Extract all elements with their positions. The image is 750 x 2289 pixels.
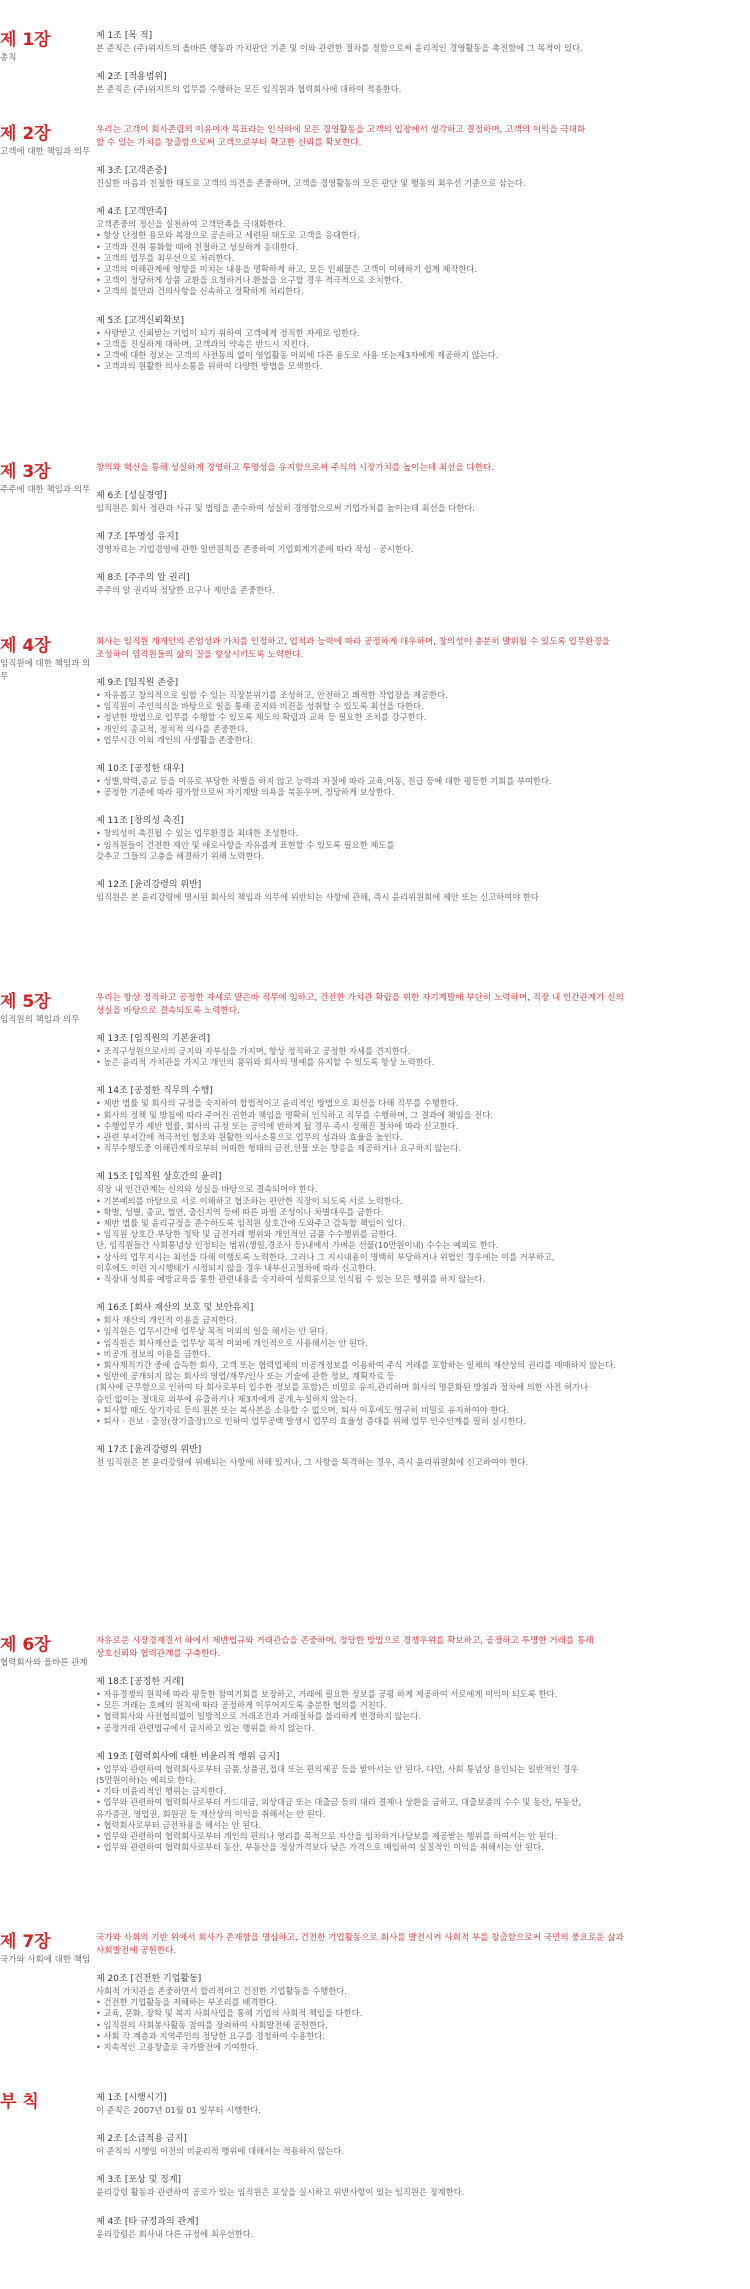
article-text: 사회적 가치관을 존중하면서 합리적이고 건전한 기업활동을 수행한다. xyxy=(96,1986,347,1996)
article-title: 제 1조 [목 적] xyxy=(96,31,153,41)
article-title: 제 19조 [협력회사에 대한 비윤리적 행위 금지] xyxy=(96,1751,280,1762)
article xyxy=(96,531,746,555)
article-text: • 비공개 정보의 이용을 금한다. xyxy=(96,1348,211,1359)
article-text: 유가증권, 영업권, 회원권 등 재산상의 이익을 취해서는 안 된다. xyxy=(96,1808,326,1819)
intro-line: 국가와 사회의 기반 위에서 회사가 존재함을 명심하고, 건전한 기업활동으로 회사를 발전시켜 사회적 부를 창출함으로써 국민의 풍요로운 삶과 xyxy=(96,1933,624,1943)
article-text: • 수행업무가 제반 법률, 회사의 규정 또는 공익에 반하게 될 경우 즉시 정해진 절차에 따라 신고한다. xyxy=(96,1120,459,1131)
intro-line: 우리는 고객이 회사존립의 이유이자 목표라는 인식하에 모든 경영활동을 고객의 입장에서 생각하고 결정하며, 고객의 이익을 극대화 xyxy=(96,125,586,135)
chapter-subtitle: 임직원에 대한 책임과 의무 xyxy=(0,659,91,682)
intro-line: 할 수 있는 가치를 창출함으로써 고객으로부터 확고한 신뢰를 확보한다. xyxy=(96,138,362,148)
article-text: 이후에도 이런 지시행태가 시정되지 않을 경우 내부신고절차에 따라 신고한다. xyxy=(96,1262,377,1273)
article-text: 이 준칙의 시행일 이전의 비윤리적 행위에 대해서는 적용하지 않는다. xyxy=(96,2146,345,2157)
chapter-subtitle: 고객에 대한 책임과 의무 xyxy=(0,147,91,157)
article-title: 제 8조 [주주의 알 권리] xyxy=(96,573,190,584)
article-text: • 사회 각 계층과 지역주민의 정당한 요구를 경청하여 수용한다. xyxy=(96,2030,326,2041)
article-text: • 퇴사 · 전보 · 출장(장기출장)으로 인하여 업무공백 발생시 업무의 효율성 증대를 위해 업무 인수인계를 필히 실시한다. xyxy=(96,1416,527,1427)
article-text: • 임직원들이 건전한 제안 및 애로사항을 자유롭게 표현할 수 있도록 필요한 제도를 xyxy=(96,839,395,850)
intro-line: 우리는 항상 정직하고 공정한 자세로 맡은바 직무에 임하고, 건전한 가치관 확립을 위한 자기계발에 부단히 노력하며, 직장 내 인간관계가 신의 xyxy=(96,993,624,1003)
article-text: • 기타 비윤리적인 행위는 금지한다. xyxy=(96,1786,227,1797)
chapter-intro xyxy=(96,636,746,662)
article-text: 전 임직원은 본 윤리강령에 위배되는 사항에 처해 있거나, 그 사항을 목격하는 경우, 즉시 윤리위원회에 신고하여야 한다. xyxy=(96,1457,529,1468)
article xyxy=(96,1171,746,1285)
article-text: • 공정거래 관련법규에서 금지하고 있는 행위를 하지 않는다. xyxy=(96,1722,315,1733)
article-text: • 모든 거래는 호혜의 원칙에 따라 공정하게 이루어지도록 충분한 협의를 거친다. xyxy=(96,1700,387,1711)
article-text: • 학벌, 성별, 종교, 혈연, 출신지역 등에 따른 파벌 조성이나 차별대우를 금한다. xyxy=(96,1206,384,1217)
article-text: 이 준칙은 2007년 01월 01 일부터 시행한다. xyxy=(96,2105,261,2115)
chapter-body xyxy=(96,636,746,920)
article-title: 제 6조 [성실경영] xyxy=(96,491,167,501)
article-title: 제 20조 [건전한 기업활동] xyxy=(96,1974,202,1984)
article-text: • 고객과의 원활한 의사소통을 위하여 다양한 방법을 모색한다. xyxy=(96,361,323,372)
article xyxy=(96,1302,746,1427)
intro-line: 자유로운 시장경제질서 하에서 제반법규와 거래관습을 존중하며, 정당한 방법으로 경쟁우위를 확보하고, 공정하고 투명한 거래를 통해 xyxy=(96,1636,594,1646)
article-text: • 지속적인 고용창출로 국가발전에 기여한다. xyxy=(96,2042,259,2053)
article-text: • 자유롭고 창의적으로 일할 수 있는 직장분위기를 조성하고, 안전하고 쾌적한 작업장을 제공한다. xyxy=(96,690,448,700)
chapter-heading xyxy=(0,124,92,159)
article-title: 제 3조 [포상 및 징계] xyxy=(96,2175,182,2186)
article-text: • 상사의 업무지시는 최선을 다해 이행토록 노력한다. 그러나 그 지시내용이 명백히 부당하거나 위법인 경우에는 이를 거부하고, xyxy=(96,1251,555,1262)
article-title: 제 14조 [공정한 직무의 수행] xyxy=(96,1086,213,1097)
article-text: • 직무수행도중 이해관계자로부터 어떠한 형태의 금전,선물 또는 향응을 제공하거나 요구하지 않는다. xyxy=(96,1143,462,1154)
article-text: • 협력회사로부터 금전차용을 해서는 안 된다. xyxy=(96,1819,261,1830)
article-title: 제 3조 [고객존중] xyxy=(96,166,167,176)
intro-line: 창의와 혁신을 통해 성실하게 경영하고 투명성을 유지함으로써 주식의 시장가치를 높이는데 최선을 다한다. xyxy=(96,463,495,473)
chapter-intro xyxy=(96,124,746,150)
article-text: • 창의성이 촉진될 수 있는 업무환경을 최대한 조성한다. xyxy=(96,828,299,839)
article xyxy=(96,71,746,95)
article-text: • 교육, 문화, 장학 및 복지 사회사업을 통해 기업의 사회적 책임을 다한다. xyxy=(96,2008,363,2019)
chapter-title: 제 1장 xyxy=(0,30,51,50)
article-title: 제 18조 [공정한 거래] xyxy=(96,1677,184,1687)
article xyxy=(96,1033,746,1068)
article-text: • 고객이 정당하게 상품 교환을 요청하거나 환불을 요구할 경우 적극적으로 조치한다. xyxy=(96,275,403,286)
article-text: • 고객의 이해관계에 영향을 미치는 내용을 명확하게 하고, 모든 인쇄물은 고객이 이해하기 쉽게 제작한다. xyxy=(96,264,478,275)
article-text: • 회사재직기간 중에 습득한 회사, 고객 또는 협력업체의 비공개정보를 이용하여 주식 거래를 포함하는 일체의 재산상의 권리를 매매하지 않는다. xyxy=(96,1360,616,1371)
article xyxy=(96,1444,746,1468)
article-text: 윤리강령 활동과 관련하여 공로가 있는 임직원은 포상을 실시하고 위반사항이 있는 임직원은 징계한다. xyxy=(96,2187,465,2198)
article-text: • 사랑받고 신뢰받는 기업이 되기 위하여 고객에게 정직한 자세로 임한다. xyxy=(96,327,360,338)
article-text: 임직원은 본 윤리강령에 명시된 회사의 책임과 의무에 위반되는 사항에 관해, 즉시 윤리위원회에 제안 또는 신고하여야 한다 xyxy=(96,892,539,903)
chapter-subtitle: 국가와 사회에 대한 책임 xyxy=(0,1955,91,1965)
article xyxy=(96,2216,746,2240)
article-title: 제 4조 [타 규정과의 관계] xyxy=(96,2216,199,2227)
article-text: • 회사의 정책 및 방침에 따라 주어진 권한과 책임을 명확히 인식하고 직무를 수행하며, 그 결과에 책임을 진다. xyxy=(96,1109,494,1120)
article-text: • 업무와 관련하여 협력회사로부터 카드대금, 외상대금 또는 대출금 등의 대리 결제나 상환을 금하고, 대출보증의 수수 및 동산, 부동산, xyxy=(96,1797,582,1808)
article-text: • 정년한 방법으로 업무를 수행할 수 있도록 제도의 확립과 교육 등 필요한 조치를 강구한다. xyxy=(96,712,427,723)
chapter-subtitle: 협력회사와 올바른 관계 xyxy=(0,1658,88,1668)
intro-line: 조성하여 임직원들의 삶의 질을 향상시키도록 노력한다. xyxy=(96,650,304,660)
article-text: • 높은 윤리적 가치관을 가지고 개인의 품위와 회사의 명예를 유지할 수 있도록 항상 노력한다. xyxy=(96,1057,435,1068)
article-text: • 제반 법률 및 윤리규정을 준수하도록 임직원 상호간에 도와주고 감독할 책임이 있다. xyxy=(96,1218,406,1229)
article-text: • 고객과 진취 통화할 때에 친절하고 성실하게 응대한다. xyxy=(96,241,299,252)
article-text: 고객존중의 정신을 실천하여 고객만족을 극대화한다. xyxy=(96,219,286,230)
article-text: 본 준칙은 (주)위지트의 업무를 수행하는 모든 임직원과 협력회사에 대하여 적용한다. xyxy=(96,84,402,95)
article-text: 승인 없이는 절대로 외부에 유출하거나 제3자에게 공개,누설하지 않는다. xyxy=(96,1393,358,1404)
article-text: • 건전한 기업활동을 저해하는 부조리를 배격한다. xyxy=(96,1997,278,2008)
article xyxy=(96,2133,746,2157)
article-title: 제 10조 [공정한 대우] xyxy=(96,764,184,775)
chapter-heading xyxy=(0,1932,92,1967)
chapter-title: 제 7장 xyxy=(0,1932,51,1952)
article-text: • 고객을 진실하게 대하며, 고객과의 약속은 반드시 지킨다. xyxy=(96,338,309,349)
article xyxy=(96,1085,746,1154)
article-title: 제 17조 [윤리강령의 위반] xyxy=(96,1445,202,1456)
intro-line: 회사는 임직원 개개인의 존엄성과 가치를 인정하고, 업적과 능력에 따라 공정하게 대우하며, 창의성이 충분히 발휘될 수 있도록 업무환경을 xyxy=(96,637,611,647)
article xyxy=(96,1973,746,2053)
article-text: • 개인의 종교적, 정치적 의사를 존중한다. xyxy=(96,723,248,734)
chapter-subtitle: 총칙 xyxy=(0,53,17,63)
article-title: 제 13조 [임직원의 기본윤리] xyxy=(96,1034,210,1044)
chapter-title: 제 4장 xyxy=(0,636,51,656)
intro-line: 상호신뢰와 협력관계를 구축한다. xyxy=(96,1649,221,1659)
chapter-heading xyxy=(0,30,92,65)
chapter-intro xyxy=(96,462,746,475)
chapter-title: 제 2장 xyxy=(0,124,51,144)
article-text: • 업무와 관련하여 협력회사로부터 동산, 부동산을 정상가격보다 낮은 가격으로 매입하여 실질적인 이익을 취해서는 안 된다. xyxy=(96,1842,544,1853)
article xyxy=(96,815,746,862)
chapter-body xyxy=(96,992,746,1485)
article-text: • 임직원이 주인의식을 바탕으로 일을 통해 공지와 비젼을 성취할 수 있도록 최선을 다한다. xyxy=(96,701,424,712)
chapter-body xyxy=(96,2092,746,2257)
article-title: 제 12조 [윤리강령의 위반] xyxy=(96,880,202,891)
chapter-body xyxy=(96,462,746,614)
article-text: 윤리강령은 회사내 다른 규정에 최우선한다. xyxy=(96,2228,254,2239)
chapter-body xyxy=(96,1635,746,1870)
article-text: • 퇴사할 때도 상기자료 등의 원본 또는 복사본을 소유할 수 없으며, 퇴사 이후에도 영구히 비밀로 유지하여야 한다. xyxy=(96,1404,510,1415)
article-text: • 공정한 기준에 따라 평가함으로써 자기계발 의욕을 북돋우며, 정당하게 보상한다. xyxy=(96,787,395,798)
chapter-heading xyxy=(0,636,92,684)
article-text: • 회사 재산의 개인적 이용을 금지한다. xyxy=(96,1315,237,1326)
article-title: 제 5조 [고객신뢰확보] xyxy=(96,315,185,326)
chapter-subtitle: 주주에 대한 책임과 의무 xyxy=(0,485,91,495)
article xyxy=(96,1676,746,1734)
article-text: • 협력회사와 사전협의없이 일방적으로 거래조건과 거래절차를 불리하게 변경하지 않는다. xyxy=(96,1711,422,1722)
article-title: 제 9조 [임직원 존중] xyxy=(96,678,179,688)
article-text: • 관련 부서간에 적극적인 협조와 원활한 의사소통으로 업무의 성과와 효율을 높인다. xyxy=(96,1132,403,1143)
article-title: 제 16조 [회사 재산의 보호 및 보안유지] xyxy=(96,1303,254,1314)
chapter-title: 제 6장 xyxy=(0,1635,51,1655)
article-text: • 임직원 상호간 부당한 청탁 및 금전거래 행위와 개인적인 금품 수수행위를 금한다. xyxy=(96,1229,398,1240)
article-text: • 성별,학력,종교 등을 이유로 부당한 차별을 하지 않고 능력과 자질에 따라 교육,이동, 진급 등에 대한 평등한 기회를 부여한다. xyxy=(96,776,552,787)
article-text: • 제반 법률 및 회사의 규정을 숙지하여 합법적이고 윤리적인 방법으로 최선을 다해 직무를 수행한다. xyxy=(96,1098,459,1109)
article-text: • 임직원의 사회봉사활동 참여를 장려하여 사회발전에 공헌한다. xyxy=(96,2019,328,2030)
article-text: 단, 임직원들간 사회통념상 인정되는 범위(생일,경조사 등)내에서 가벼운 선물(10만원이내) 수수는 예외로 한다. xyxy=(96,1240,499,1251)
article-title: 제 2조 [적용범위] xyxy=(96,72,167,83)
article-text: 갖추고 그들의 고충을 해결하기 위해 노력한다. xyxy=(96,850,265,861)
chapter-intro xyxy=(96,1635,746,1661)
article xyxy=(96,30,746,54)
article xyxy=(96,490,746,514)
article xyxy=(96,1751,746,1854)
article-text: • 고객의 불만과 건의사항을 신속하고 정확하게 처리한다. xyxy=(96,286,304,297)
article xyxy=(96,677,746,746)
chapter-heading xyxy=(0,462,92,497)
article-text: • 고객에 대한 정보는 고객의 사전동의 없이 영업활동 이외에 다른 용도로 사용 또는제3자에게 제공하지 않는다. xyxy=(96,350,499,361)
article xyxy=(96,879,746,903)
chapter-body xyxy=(96,124,746,389)
article xyxy=(96,206,746,297)
article-text: (회사에 근무함으로 인하여 타 회사로부터 입수한 정보를 포함)은 비밀로 유지,관리하며 회사의 명문화된 방침과 절차에 의한 사전 허가나 xyxy=(96,1382,589,1393)
article-text: • 고객의 업무를 최우선으로 처리한다. xyxy=(96,252,235,263)
chapter-intro xyxy=(96,1932,746,1958)
chapter-heading xyxy=(0,1635,92,1670)
article xyxy=(96,763,746,798)
article-text: • 항상 단정한 용모와 복장으로 공손하고 세련된 태도로 고객을 응대한다. xyxy=(96,230,360,241)
article xyxy=(96,315,746,373)
article-title: 제 1조 [시행시기] xyxy=(96,2093,167,2103)
article-text: 직장 내 인간관계는 신의와 성실을 바탕으로 결속되어야 한다. xyxy=(96,1184,318,1195)
article-text: (5만원이하)는 예외로 한다. xyxy=(96,1775,196,1786)
article-title: 제 11조 [창의성 촉진] xyxy=(96,816,184,827)
article-text: • 업무와 관련하여 협력회사로부터 개인의 편의나 영리를 목적으로 자산을 임차하거나담보를 제공받는 행위를 하여서는 안 된다. xyxy=(96,1831,558,1842)
article-text: • 기본예의를 바탕으로 서로 이해하고 협조하는 편안한 직장이 되도록 서로 노력한다. xyxy=(96,1195,403,1206)
article-text: 경영자료는 기업경영에 관한 일반원칙을 존중하여 기업회계기준에 따라 작성 · 공시한다. xyxy=(96,544,414,555)
article-text: 진실한 마음과 친절한 태도로 고객의 의견을 존중하며, 고객을 경영활동의 모든 판단 및 행동의 최우선 기준으로 삼는다. xyxy=(96,178,526,188)
intro-line: 사회발전에 공헌한다. xyxy=(96,1946,177,1956)
article-text: • 조직구성원으로서의 긍지와 자부심을 가지며, 항상 정직하고 공정한 자세를 견지한다. xyxy=(96,1046,411,1056)
chapter-intro xyxy=(96,992,746,1018)
article xyxy=(96,165,746,189)
chapter-heading xyxy=(0,992,92,1027)
article-text: • 일반에 공개되지 않는 회사의 영업/재무/인사 또는 기술에 관한 정보, 계획자료 등 xyxy=(96,1371,395,1382)
article xyxy=(96,2092,746,2116)
article-text: • 직장내 성희롱 예방교육을 통한 관련내용을 숙지하여 성희롱으로 인식될 수 있는 모든 행위를 하지 않는다. xyxy=(96,1274,486,1285)
article-text: • 업무와 관련하여 협력회사로부터 금품,상품권,접대 또는 편의제공 등을 받아서는 안 된다. 다만, 사회 통념상 용인되는 일반적인 경우 xyxy=(96,1763,579,1774)
article-title: 제 15조 [임직원 상호간의 윤리] xyxy=(96,1172,222,1183)
chapter-body xyxy=(96,1932,746,2070)
article-title: 제 4조 [고객만족] xyxy=(96,207,167,218)
chapter-title: 부 칙 xyxy=(0,2092,39,2112)
article xyxy=(96,572,746,596)
intro-line: 성실을 바탕으로 결속되도록 노력한다. xyxy=(96,1006,240,1016)
article-text: 본 준칙은 (주)위지트의 올바른 행동과 가치판단 기준 및 이와 관련한 절차를 정함으로써 윤리적인 경영활동을 촉진함에 그 목적이 있다. xyxy=(96,43,583,53)
chapter-subtitle: 임직원의 책임과 의무 xyxy=(0,1015,80,1025)
article-text: • 임직원은 업무시간에 업무상 목적 이외의 일을 해서는 안 된다. xyxy=(96,1326,328,1337)
chapter-title: 제 3장 xyxy=(0,462,51,482)
article-text: 주주의 알 권리와 정당한 요구나 제안을 존중한다. xyxy=(96,585,275,596)
article-title: 제 7조 [투명성 유지] xyxy=(96,532,179,543)
article-title: 제 2조 [소급적용 금지] xyxy=(96,2134,187,2145)
article-text: • 임직원은 회사재산을 업무상 목적 이외에 개인적으로 사용해서는 안 된다. xyxy=(96,1337,368,1348)
article-text: 임직원은 회사 정관과 사규 및 법령을 준수하여 성실히 경영함으로써 기업가치를 높이는데 최선을 다한다. xyxy=(96,503,475,513)
chapter-heading xyxy=(0,2092,92,2112)
chapter-title: 제 5장 xyxy=(0,992,51,1012)
chapter-body xyxy=(96,30,746,112)
article xyxy=(96,2174,746,2198)
article-text: • 업무시간 이외 개인의 사생활을 존중한다. xyxy=(96,734,253,745)
article-text: • 자유경쟁의 원칙에 따라 평등한 참여기회를 보장하고, 거래에 필요한 정보를 공평 하게 제공하여 서로에게 이익이 되도록 한다. xyxy=(96,1689,558,1699)
